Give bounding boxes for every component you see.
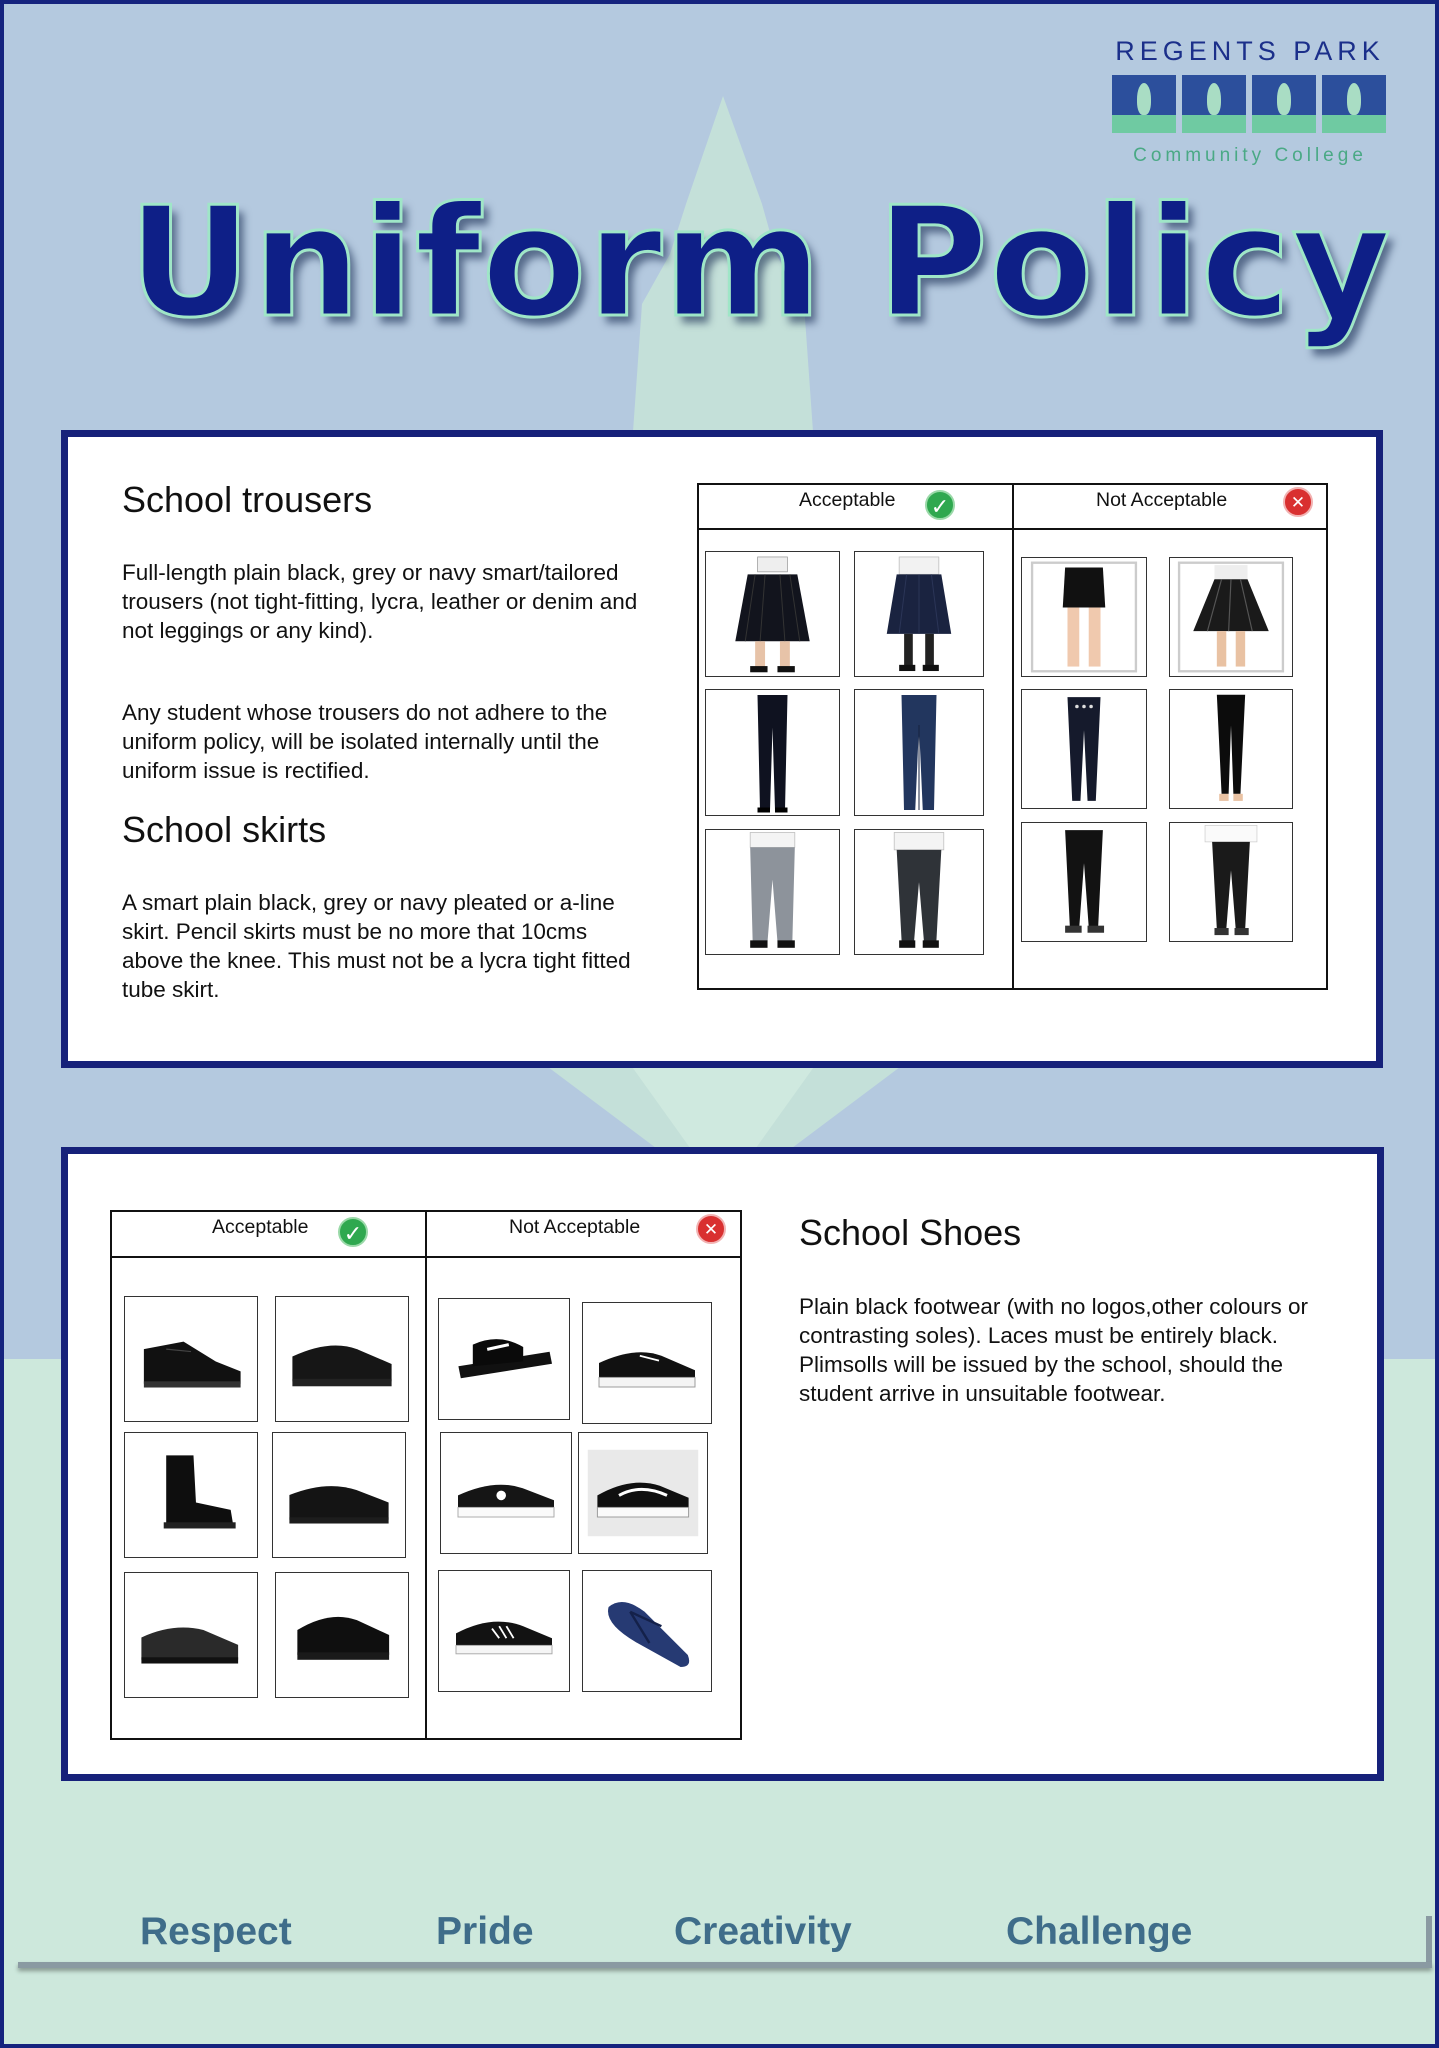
cross-circle-icon: ✕ <box>696 1214 726 1244</box>
black-jeans-image <box>1021 822 1147 942</box>
dark-grey-trousers-image <box>854 829 984 955</box>
skirts-heading: School skirts <box>122 809 327 850</box>
converse-low-top-image <box>582 1302 712 1424</box>
acceptable-header: Acceptable <box>799 489 896 511</box>
value-creativity: Creativity <box>674 1910 852 1953</box>
pleated-skirt-image <box>705 551 840 677</box>
check-circle-icon: ✓ <box>925 490 955 520</box>
isolation-text: Any student whose trousers do not adhere to the uniform policy, will be isolated internally until the uniform issue is rectified. <box>122 700 608 783</box>
logo-block <box>1252 75 1316 133</box>
value-pride: Pride <box>436 1910 534 1953</box>
navy-skirt-image <box>854 551 984 677</box>
flip-flop-image <box>582 1570 712 1692</box>
acceptable-header: Acceptable <box>212 1216 309 1238</box>
logo-block <box>1322 75 1386 133</box>
logo-tree-blocks <box>1112 75 1388 133</box>
running-trainer-image <box>438 1570 570 1692</box>
not-acceptable-header: Not Acceptable <box>1096 489 1228 511</box>
leather-skirt-image <box>1169 557 1293 677</box>
black-denim-image <box>1169 822 1293 942</box>
black-trainer-shoe-image <box>275 1296 409 1422</box>
black-derby-shoe-image <box>124 1296 258 1422</box>
not-acceptable-header: Not Acceptable <box>509 1216 641 1238</box>
logo-block <box>1112 75 1176 133</box>
shoes-comparison-table <box>110 1210 742 1740</box>
grey-trousers-image <box>705 829 840 955</box>
logo-subtitle: Community College <box>1133 145 1367 166</box>
shoes-panel <box>61 1147 1384 1781</box>
trousers-comparison-table <box>697 483 1328 990</box>
logo-title: REGENTS PARK <box>1115 36 1385 66</box>
dc-trainer-image <box>440 1432 572 1554</box>
skinny-jeans-image <box>1021 689 1147 809</box>
trousers-skirts-panel <box>61 430 1383 1068</box>
check-circle-icon: ✓ <box>338 1217 368 1247</box>
page-title: Uniform Policy <box>128 174 1392 351</box>
black-trousers-image <box>705 689 840 816</box>
black-brogue-image <box>124 1572 258 1698</box>
skirts-text: A smart plain black, grey or navy pleated or a-line skirt. Pencil skirts must be no more that 10cms above the knee. This must not be a lycra tight fitted tube skirt. <box>122 890 631 1002</box>
black-canvas-shoe-image <box>275 1572 409 1698</box>
navy-trousers-image <box>854 689 984 816</box>
value-respect: Respect <box>140 1910 292 1953</box>
shoes-heading: School Shoes <box>799 1212 1022 1253</box>
trousers-heading: School trousers <box>122 479 373 520</box>
college-logo <box>1112 36 1388 167</box>
slider-sandal-image <box>438 1298 570 1420</box>
black-skate-shoe-image <box>272 1432 406 1558</box>
chelsea-boot-image <box>124 1432 258 1558</box>
mini-skirt-image <box>1021 557 1147 677</box>
logo-block <box>1182 75 1246 133</box>
cross-circle-icon: ✕ <box>1283 487 1313 517</box>
vans-old-skool-image <box>578 1432 708 1554</box>
trousers-text: Full-length plain black, grey or navy smart/tailored trousers (not tight-fitting, lycra, leather or denim and not leggings or any kind). <box>122 560 638 643</box>
shoes-text: Plain black footwear (with no logos,other colours or contrasting soles). Laces must be entirely black. Plimsolls will be issued by the school, should the student arrive in unsuitable footwear. <box>799 1294 1309 1406</box>
leggings-image <box>1169 689 1293 809</box>
value-challenge: Challenge <box>1006 1910 1193 1953</box>
